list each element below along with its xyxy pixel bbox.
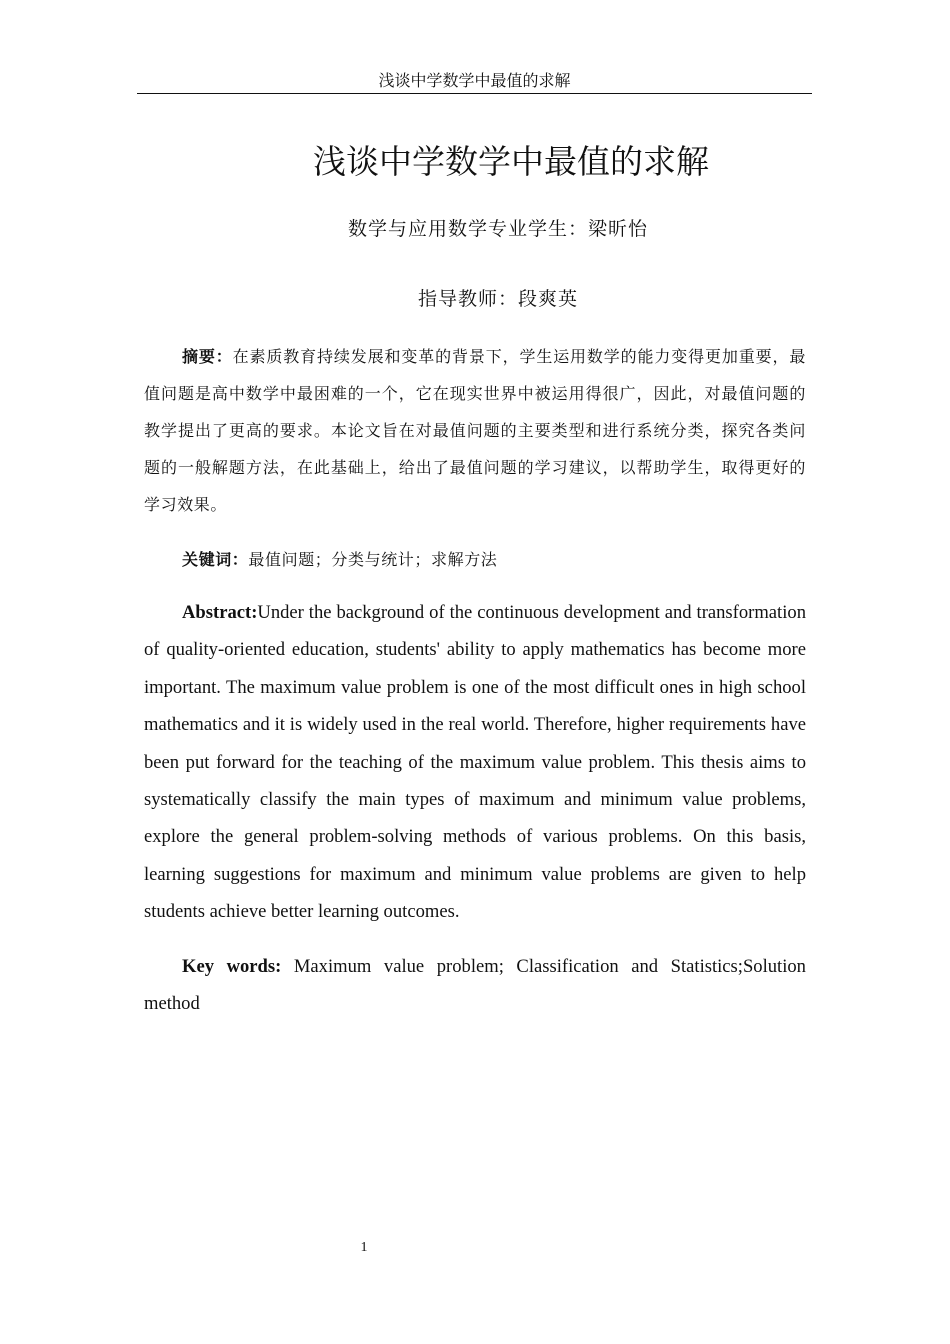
running-header-title: 浅谈中学数学中最值的求解	[378, 71, 571, 90]
english-abstract-label: Abstract:	[182, 602, 258, 623]
chinese-abstract-text: 在素质教育持续发展和变革的背景下，学生运用数学的能力变得更加重要，最值问题是高中数学中最困难的一个，它在现实世界中被运用得很广，因此，对最值问题的教学提出了更高的要求。本论文旨在对最值问题的主要类型和进行系统分类，探究各类问题的一般解题方法，在此基础上，给出了最值问题的学习建议，以帮助学生，取得更好的学习效果。	[144, 347, 806, 514]
english-keywords	[144, 948, 806, 1023]
paper-title: 浅谈中学数学中最值的求解	[313, 142, 709, 181]
page-number: 1	[360, 1240, 368, 1255]
author-line: 数学与应用数学专业学生：梁昕怡	[347, 218, 648, 240]
running-header	[137, 70, 812, 94]
advisor-line: 指导教师：段爽英	[417, 288, 578, 310]
chinese-keywords-label: 关键词：	[182, 550, 249, 569]
chinese-keywords	[144, 541, 806, 578]
chinese-abstract-label: 摘要：	[182, 347, 233, 366]
english-abstract-text: Under the background of the continuous development and transformation of quality-oriented education, students' ability to apply mathematics has become more important. The maximum value problem is one of the most difficult ones in high school mathematics and it is widely used in the real world. Therefore, higher requirements have been put forward for the teaching of the maximum value problem. This thesis aims to systematically classify the main types of maximum and minimum value problems, explore the general problem-solving methods of various problems. On this basis, learning suggestions for maximum and minimum value problems are given to help students achieve better learning outcomes.	[144, 602, 806, 923]
chinese-keywords-text: 最值问题；分类与统计；求解方法	[248, 550, 498, 569]
english-abstract	[144, 594, 806, 931]
chinese-abstract	[144, 338, 806, 523]
english-keywords-label: Key words:	[182, 956, 282, 977]
english-keywords-text: Maximum value problem; Classification and Statistics;Solution method	[144, 956, 806, 1015]
